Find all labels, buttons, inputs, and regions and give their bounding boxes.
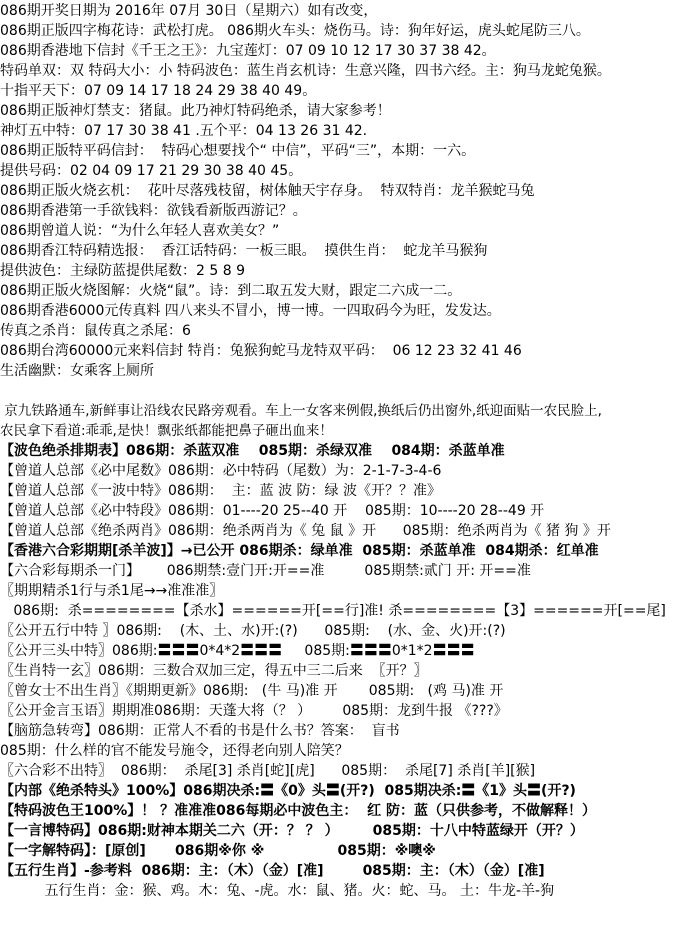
- bottom-line-10: 〖公开五行中特 〗086期: (木、土、水)开:(?) 085期: (水、金、火)开:(?): [0, 623, 506, 639]
- bottom-line-8: 〖期期精杀1行与杀1尾→→准准准〗: [0, 583, 224, 599]
- top-line-6: 086期正版神灯禁支：猪鼠。此乃神灯特码绝杀，请大家参考！: [0, 103, 391, 119]
- top-line-9: 提供号码：02 04 09 17 21 29 30 38 40 45。: [0, 163, 303, 179]
- top-line-8: 086期正版特平码信封： 特码心想要找个“ 中信”，平码“三”，本期：一六。: [0, 143, 476, 159]
- top-line-10: 086期正版火烧玄机： 花叶尽落残枝留，树体触天宇存身。 特双特肖：龙羊猴蛇马兔: [0, 183, 535, 199]
- top-line-19: 生活幽默：女乘客上厕所: [0, 363, 154, 379]
- bottom-line-5: 【曾道人总部《绝杀两肖》086期：绝杀两肖为《 兔 鼠 》开 085期：绝杀两肖为《 猪 狗 》开: [0, 523, 611, 539]
- story-line-2: 农民拿下看道:乖乖,是快！飘张纸都能把鼻子砸出血来！: [0, 423, 333, 439]
- top-line-4: 特码单双：双 特码大小：小 特码波色：蓝生肖玄机诗：生意兴隆，四书六经。主：狗马龙蛇兔猴。: [0, 63, 611, 79]
- bottom-line-20: 【一言博特码】086期:财神本期关二六（开：？ ？ ） 085期：十八中特蓝绿开（开？）: [0, 823, 584, 839]
- bottom-line-1: 【波色绝杀排期表】086期：杀蓝双准 085期：杀绿双准 084期：杀蓝单准: [0, 443, 505, 459]
- bottom-line-16: 085期：什么样的官不能发号施令，还得老向别人陪笑？: [0, 743, 349, 759]
- bottom-line-12: 〖生肖特一玄〗086期：三数合双加三定，得五中三二后来 〖开？〗: [0, 663, 428, 679]
- bottom-line-2: 【曾道人总部《必中尾数》086期：必中特码（尾数）为：2-1-7-3-4-6: [0, 463, 442, 479]
- bottom-line-6: 【香港六合彩期期[杀羊波]】→已公开 086期杀：绿单准 085期：杀蓝单准 084期杀：红单准: [0, 543, 599, 559]
- bottom-line-14: 〖公开金言玉语〗期期准086期：天蓬大将（？ ） 085期：龙到牛报 《???》: [0, 703, 508, 719]
- bottom-line-7: 【六合彩每期杀一门】 086期禁:壹门开:开==准 085期禁:贰门 开: 开==准: [0, 563, 531, 579]
- bottom-line-22: 【五行生肖】-参考料 086期：主：（木）（金）[准] 085期：主：（木）（金）[准]: [0, 863, 545, 879]
- story-line-1: 京九铁路通车,新鲜事让沿线农民路旁观看。车上一女客来例假,换纸后仍出窗外,纸迎面贴一农民脸上,: [0, 403, 602, 419]
- top-line-17: 传真之杀肖：鼠传真之杀尾：6: [0, 323, 191, 339]
- top-line-12: 086期曾道人说：“为什么年轻人喜欢美女？”: [0, 223, 280, 239]
- bottom-line-21: 【一字解特码】：[原创] 086期※你 ※ 085期：※噢※: [0, 843, 436, 859]
- top-line-3: 086期香港地下信封《千王之王》：九宝莲灯：07 09 10 12 17 30 37 38 42。: [0, 43, 496, 59]
- top-line-7: 神灯五中特：07 17 30 38 41 .五个平：04 13 26 31 42.: [0, 123, 368, 139]
- bottom-line-11: 〖公开三头中特〗086期:〓〓〓0*4*2〓〓〓 085期:〓〓〓0*1*2〓〓〓: [0, 643, 475, 659]
- bottom-line-19: 【特码波色王100%】！ ？准准准086每期必中波色主： 红 防：蓝（只供参考，不做解释！）: [0, 803, 596, 819]
- top-line-5: 十指平天下：07 09 14 17 18 24 29 38 40 49。: [0, 83, 317, 99]
- top-line-18: 086期台湾60000元来料信封 特肖：兔猴狗蛇马龙特双平码： 06 12 23 32 41 46: [0, 343, 522, 359]
- bottom-line-4: 【曾道人总部《必中特段》086期：01----20 25--40 开 085期：10----20 28--49 开: [0, 503, 545, 519]
- bottom-line-17: 〖六合彩不出特〗 086期： 杀尾[3] 杀肖[蛇][虎] 085期： 杀尾[7] 杀肖[羊][猴]: [0, 763, 536, 779]
- bottom-line-9: 086期: 杀========【杀水】======开[==行]准! 杀========【3】======开[==尾]: [0, 603, 666, 619]
- bottom-line-23: 五行生肖：金：猴、鸡。木：兔、-虎。水：鼠、猪。火：蛇、马。 土：牛龙-羊-狗: [0, 883, 555, 899]
- top-line-1: 086期开奖日期为 2016年 07月 30日（星期六）如有改变，: [0, 3, 378, 19]
- top-line-14: 提供波色：主绿防蓝提供尾数：2 5 8 9: [0, 263, 245, 279]
- bottom-line-15: 【脑筋急转弯】086期：正常人不看的书是什么书？答案： 盲书: [0, 723, 400, 739]
- top-line-11: 086期香港第一手欲钱料：欲钱看新版西游记？。: [0, 203, 307, 219]
- top-line-15: 086期正版火烧图解：火烧“鼠”。诗：到二取五发大财，跟定二六成一二。: [0, 283, 462, 299]
- bottom-line-3: 【曾道人总部《一波中特》086期： 主：蓝 波 防：绿 波《开？？准》: [0, 483, 441, 499]
- top-line-13: 086期香江特码精选报： 香江话特码：一板三眼。 摸供生肖： 蛇龙羊马猴狗: [0, 243, 488, 259]
- bottom-line-13: 〖曾女士不出生肖〗《期期更新》086期: (牛 马)准 开 085期: (鸡 马)准 开: [0, 683, 504, 699]
- top-line-2: 086期正版四字梅花诗：武松打虎。 086期火车头：烧伤马。诗：狗年好运，虎头蛇尾防三八。: [0, 23, 590, 39]
- top-line-16: 086期香港6000元传真料 四八来头不冒小，博一博。一四取码今为旺，发发达。: [0, 303, 501, 319]
- bottom-line-18: 【内部《绝杀特头》100%】086期决杀:〓《0》头〓(开?) 085期决杀:〓《1》头〓(开?): [0, 783, 576, 799]
